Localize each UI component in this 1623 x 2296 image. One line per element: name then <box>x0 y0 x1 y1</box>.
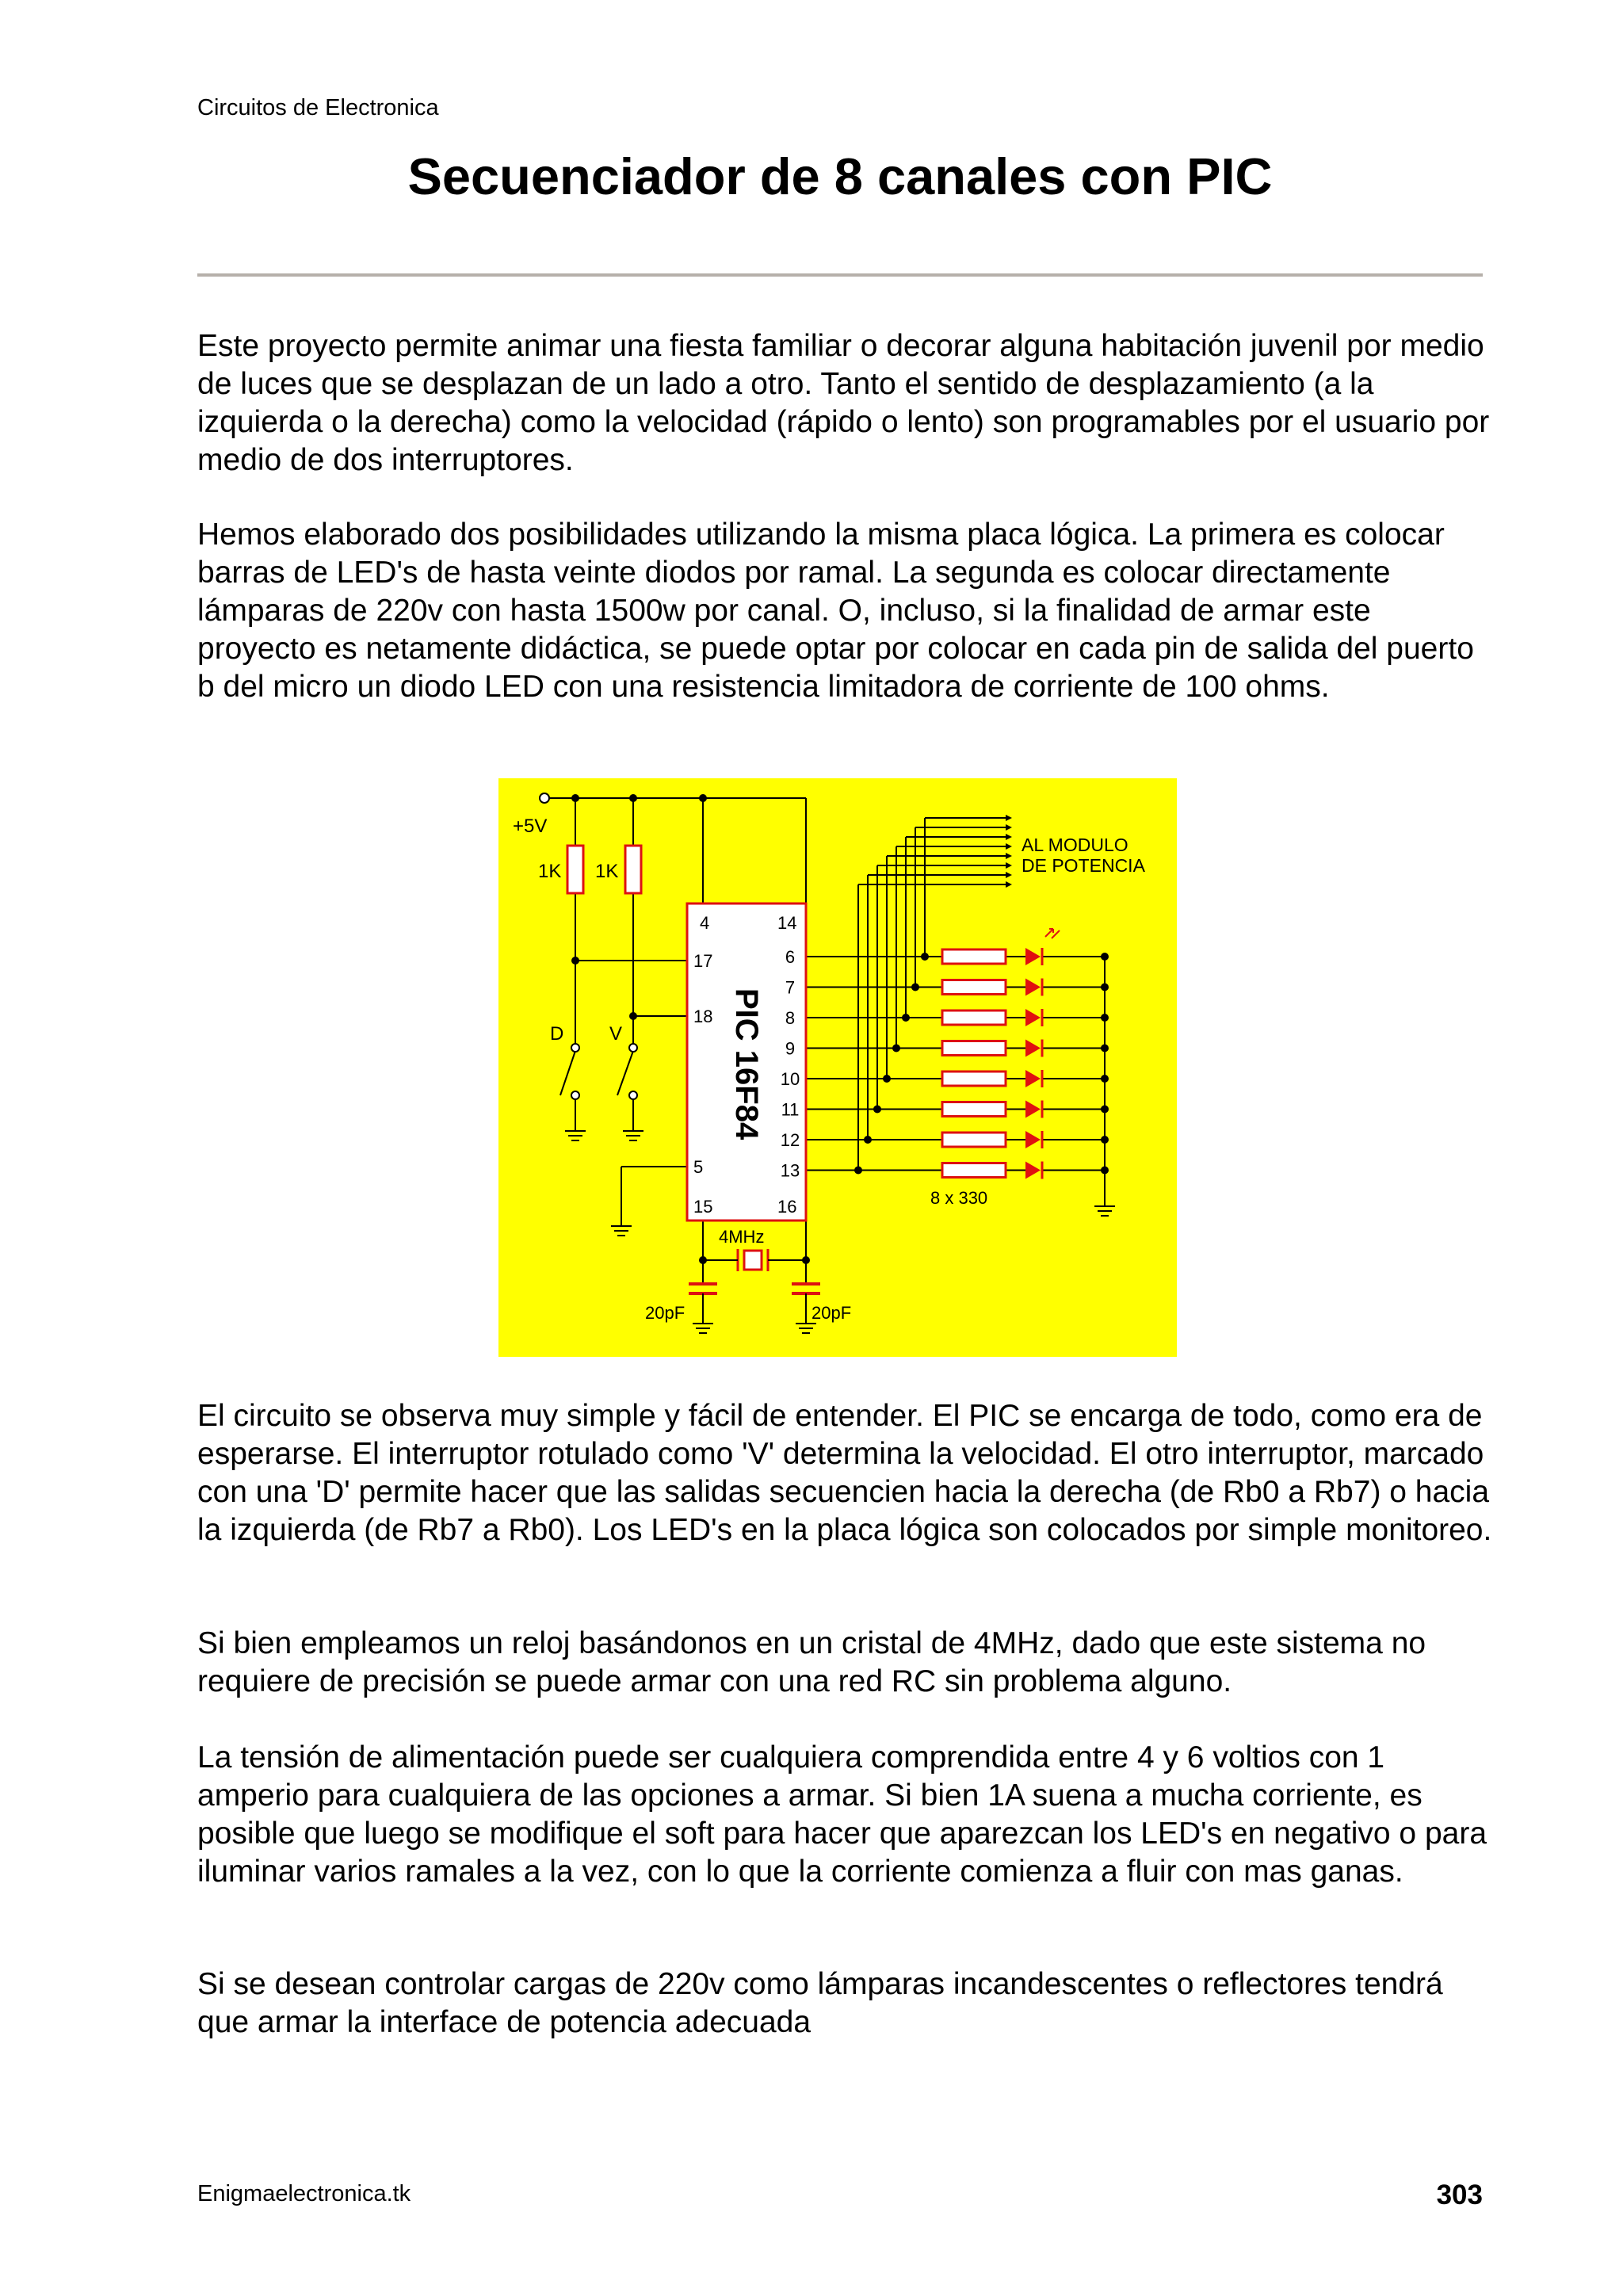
cap-left-label: 20pF <box>645 1303 685 1323</box>
paragraph-options: Hemos elaborado dos posibilidades utilizando la misma placa lógica. La primera es colocar barras de LED's de hasta veinte diodos por ramal. La segunda es colocar directamente lámparas de 220v con hasta 1500w por canal. O, incluso, si la finalidad de armar este proyecto es netamente didáctica, se puede optar por colocar en cada pin de salida del puerto b del micro un diodo LED con una resistencia limitadora de corriente de 100 ohms. <box>197 518 1474 704</box>
pin-17: 17 <box>693 951 713 971</box>
pin-label: 7 <box>785 977 796 998</box>
pin-14: 14 <box>777 913 797 933</box>
pin-label: 12 <box>780 1130 800 1150</box>
chip-label: PIC 16F84 <box>729 988 764 1140</box>
output-label-2: DE POTENCIA <box>1022 855 1145 876</box>
pin-label: 8 <box>785 1008 796 1028</box>
pin-18: 18 <box>693 1007 713 1026</box>
schematic-drawing <box>498 778 1177 1357</box>
paragraph-power: La tensión de alimentación puede ser cualquiera comprendida entre 4 y 6 voltios con 1 amperio para cualquiera de las opciones a armar. Si bien 1A suena a mucha corriente, es posible que luego se modifique el soft para hacer que aparezcan los LED's en negativo o para iluminar varios ramales a la vez, con lo que la corriente comienza a fluir con mas ganas. <box>197 1740 1487 1889</box>
switch-v-label: V <box>609 1023 623 1045</box>
circuit-schematic <box>498 778 1177 1357</box>
cap-right-label: 20pF <box>812 1303 852 1323</box>
page-title: Secuenciador de 8 canales con PIC <box>407 147 1273 205</box>
paragraph-clock: Si bien empleamos un reloj basándonos en un cristal de 4MHz, dado que este sistema no requiere de precisión se puede armar con una red RC sin problema alguno. <box>197 1626 1426 1698</box>
pin-label: 13 <box>780 1160 800 1181</box>
pin-label: 11 <box>781 1099 800 1120</box>
pin-label: 6 <box>785 947 796 967</box>
pin-5: 5 <box>693 1157 704 1177</box>
switch-d-label: D <box>550 1023 564 1045</box>
page-number: 303 <box>1436 2179 1483 2210</box>
running-header: Circuitos de Electronica <box>197 95 439 120</box>
footer-site: Enigmaelectronica.tk <box>197 2181 411 2206</box>
paragraph-intro: Este proyecto permite animar una fiesta familiar o decorar alguna habitación juvenil por medio de luces que se desplazan de un lado a otro. Tanto el sentido de desplazamiento (a la izquierda o la derecha) como la velocidad (rápido o lento) son programables por el usuario por medio de dos interruptores. <box>197 329 1490 477</box>
supply-label: +5V <box>513 816 548 837</box>
crystal-label: 4MHz <box>719 1227 765 1247</box>
output-label-1: AL MODULO <box>1022 835 1128 855</box>
resistor-2-label: 1K <box>595 861 619 882</box>
resistor-1-label: 1K <box>538 861 562 882</box>
pin-16: 16 <box>777 1197 797 1217</box>
resistor-array-label: 8 x 330 <box>930 1188 988 1208</box>
pin-label: 9 <box>785 1038 796 1059</box>
title-divider <box>197 273 1483 277</box>
pin-label: 10 <box>780 1069 800 1089</box>
paragraph-explanation: El circuito se observa muy simple y fácil de entender. El PIC se encarga de todo, como era de esperarse. El interruptor rotulado como 'V' determina la velocidad. El otro interruptor, marcado con una 'D' permite hacer que las salidas secuencien hacia la derecha (de Rb0 a Rb7) o hacia la izquierda (de Rb7 a Rb0). Los LED's en la placa lógica son colocados por simple monitoreo. <box>197 1399 1492 1547</box>
paragraph-loads: Si se desean controlar cargas de 220v como lámparas incandescentes o reflectores tendrá que armar la interface de potencia adecuada <box>197 1967 1443 2039</box>
pin-15: 15 <box>693 1197 713 1217</box>
pin-4: 4 <box>700 913 710 933</box>
